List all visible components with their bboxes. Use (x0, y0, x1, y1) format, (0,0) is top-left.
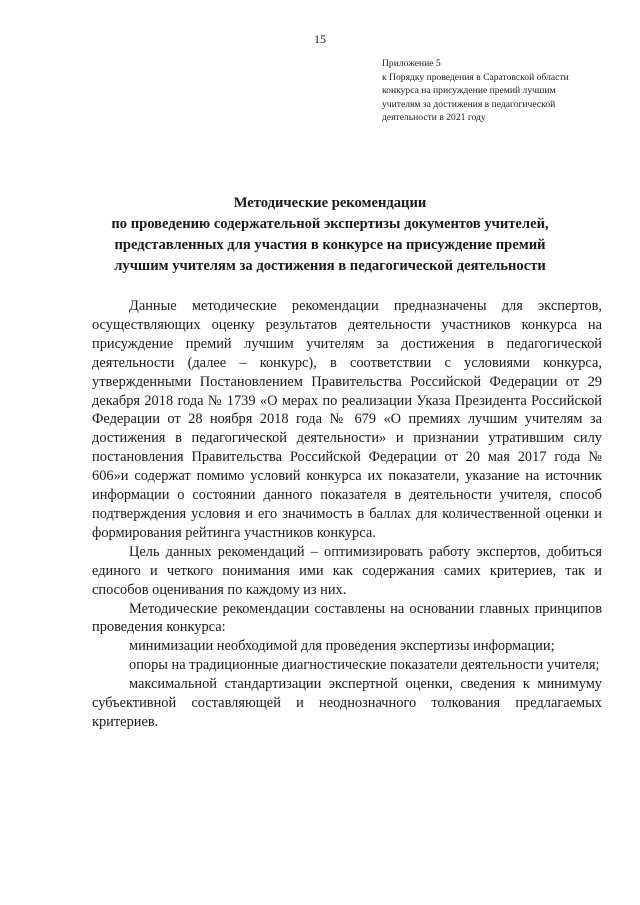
appendix-line: учителям за достижения в педагогической (382, 98, 556, 110)
paragraph-principles: Методические рекомендации составлены на основании главных принципов проведения конкурса: (92, 600, 602, 636)
title-line: представленных для участия в конкурсе на присуждение премий (114, 237, 546, 253)
principle-item: максимальной стандартизации экспертной оценки, сведения к минимуму субъективной составляющей и неоднозначного толкования предлагаемых критериев. (92, 676, 602, 730)
appendix-note (382, 57, 622, 125)
paragraph-goal: Цель данных рекомендаций – оптимизировать работу экспертов, добиться единого и четкого понимания ими как содержания самих критериев, так и способов оценивания по каждому из них. (92, 543, 602, 598)
document-title (70, 193, 590, 277)
appendix-line: конкурса на присуждение премий лучшим (382, 85, 556, 97)
title-line: по проведению содержательной экспертизы документов учителей, (111, 216, 549, 232)
appendix-line: Приложение 5 (382, 58, 441, 69)
title-line: лучшим учителям за достижения в педагогической деятельности (114, 258, 546, 274)
appendix-line: к Порядку проведения в Саратовской области (382, 71, 569, 83)
paragraph-purpose: Данные методические рекомендации предназначены для экспертов, осуществляющих оценку результатов деятельности участников конкурса на присуждение премий лучшим учителям за достижения в педагогической деятельности (далее – конкурс), в соответствии с условиями конкурса, утвержденными Постановлением Правительства Российской Федерации от 29 декабря 2018 года № 1739 «О мерах по реализации Указа Президента Российской Федерации от 28 ноября 2018 года № 679 «О премиях лучшим учителям за достижения в педагогической деятельности» и признании утратившим силу постановления Правительства Российской Федерации от 20 мая 2017 года № 606»и содержат помимо условий конкурса их показатели, указание на источник информации о состоянии данного показателя в деятельности учителя, способ подтверждения условия и его значимость в баллах для количественной оценки и формирования рейтинга участников конкурса. (92, 298, 602, 541)
title-line: Методические рекомендации (233, 195, 427, 211)
appendix-line: деятельности в 2021 году (382, 112, 486, 124)
page-number: 15 (314, 32, 326, 46)
principle-item: опоры на традиционные диагностические показатели деятельности учителя; (129, 657, 600, 674)
principle-item: минимизации необходимой для проведения экспертизы информации; (129, 638, 555, 655)
document-body (92, 297, 602, 732)
